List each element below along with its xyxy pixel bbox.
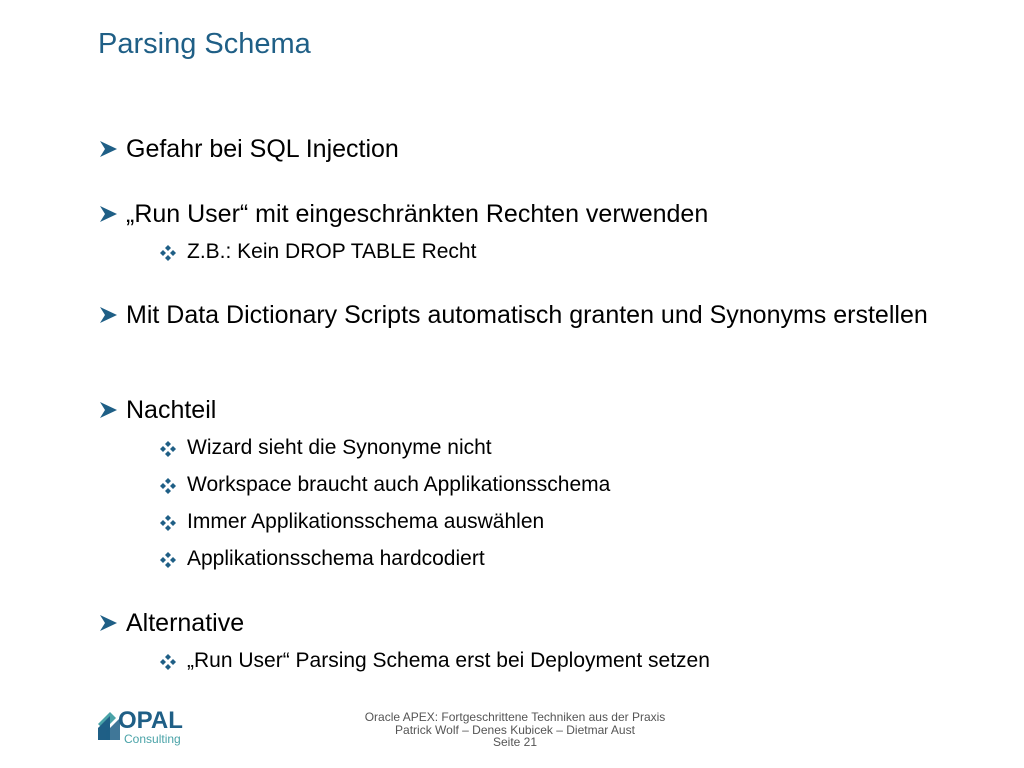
sub-bullet-text: „Run User“ Parsing Schema erst bei Deployment setzen bbox=[187, 649, 710, 672]
bullet-item bbox=[98, 198, 958, 230]
bullet-text: Gefahr bei SQL Injection bbox=[126, 135, 399, 163]
footer-line-title: Oracle APEX: Fortgeschrittene Techniken aus der Praxis bbox=[364, 710, 666, 724]
bullet-text: Mit Data Dictionary Scripts automatisch granten und Synonyms erstellen bbox=[126, 301, 928, 329]
footer bbox=[300, 711, 730, 749]
sub-bullet-item bbox=[160, 238, 476, 266]
opal-consulting-logo bbox=[96, 702, 206, 750]
sub-bullet-text: Z.B.: Kein DROP TABLE Recht bbox=[187, 240, 477, 263]
bullet-text: Alternative bbox=[126, 609, 245, 637]
diamond-bullet-icon bbox=[160, 552, 176, 568]
diamond-bullet-icon bbox=[160, 654, 176, 670]
diamond-bullet-icon bbox=[160, 441, 176, 457]
sub-bullet-text: Wizard sieht die Synonyme nicht bbox=[187, 436, 492, 459]
sub-bullet-item bbox=[160, 434, 492, 462]
sub-bullet-item bbox=[160, 508, 544, 536]
bullet-item bbox=[98, 299, 958, 331]
slide-title: Parsing Schema bbox=[98, 28, 311, 60]
arrow-bullet-icon bbox=[98, 198, 122, 230]
bullet-item bbox=[98, 133, 958, 165]
sub-bullet-text: Immer Applikationsschema auswählen bbox=[187, 510, 545, 533]
diamond-bullet-icon bbox=[160, 478, 176, 494]
logo-mark-icon bbox=[98, 712, 120, 740]
arrow-bullet-icon bbox=[98, 133, 122, 165]
diamond-bullet-icon bbox=[160, 515, 176, 531]
sub-bullet-item bbox=[160, 545, 485, 573]
bullet-text: Nachteil bbox=[126, 396, 217, 424]
footer-page-number: Seite 21 bbox=[492, 735, 538, 749]
bullet-item bbox=[98, 607, 958, 639]
arrow-bullet-icon bbox=[98, 299, 122, 331]
logo-sub: Consulting bbox=[124, 732, 181, 746]
arrow-bullet-icon bbox=[98, 394, 122, 426]
logo-name: OPAL bbox=[118, 707, 183, 734]
arrow-bullet-icon bbox=[98, 607, 122, 639]
sub-bullet-item bbox=[160, 471, 610, 499]
bullet-text: „Run User“ mit eingeschränkten Rechten verwenden bbox=[126, 200, 709, 228]
sub-bullet-text: Applikationsschema hardcodiert bbox=[187, 547, 485, 570]
sub-bullet-text: Workspace braucht auch Applikationsschema bbox=[187, 473, 611, 496]
bullet-item bbox=[98, 394, 958, 426]
diamond-bullet-icon bbox=[160, 245, 176, 261]
sub-bullet-item bbox=[160, 647, 710, 675]
footer-line-authors: Patrick Wolf – Denes Kubicek – Dietmar Aust bbox=[395, 722, 635, 737]
